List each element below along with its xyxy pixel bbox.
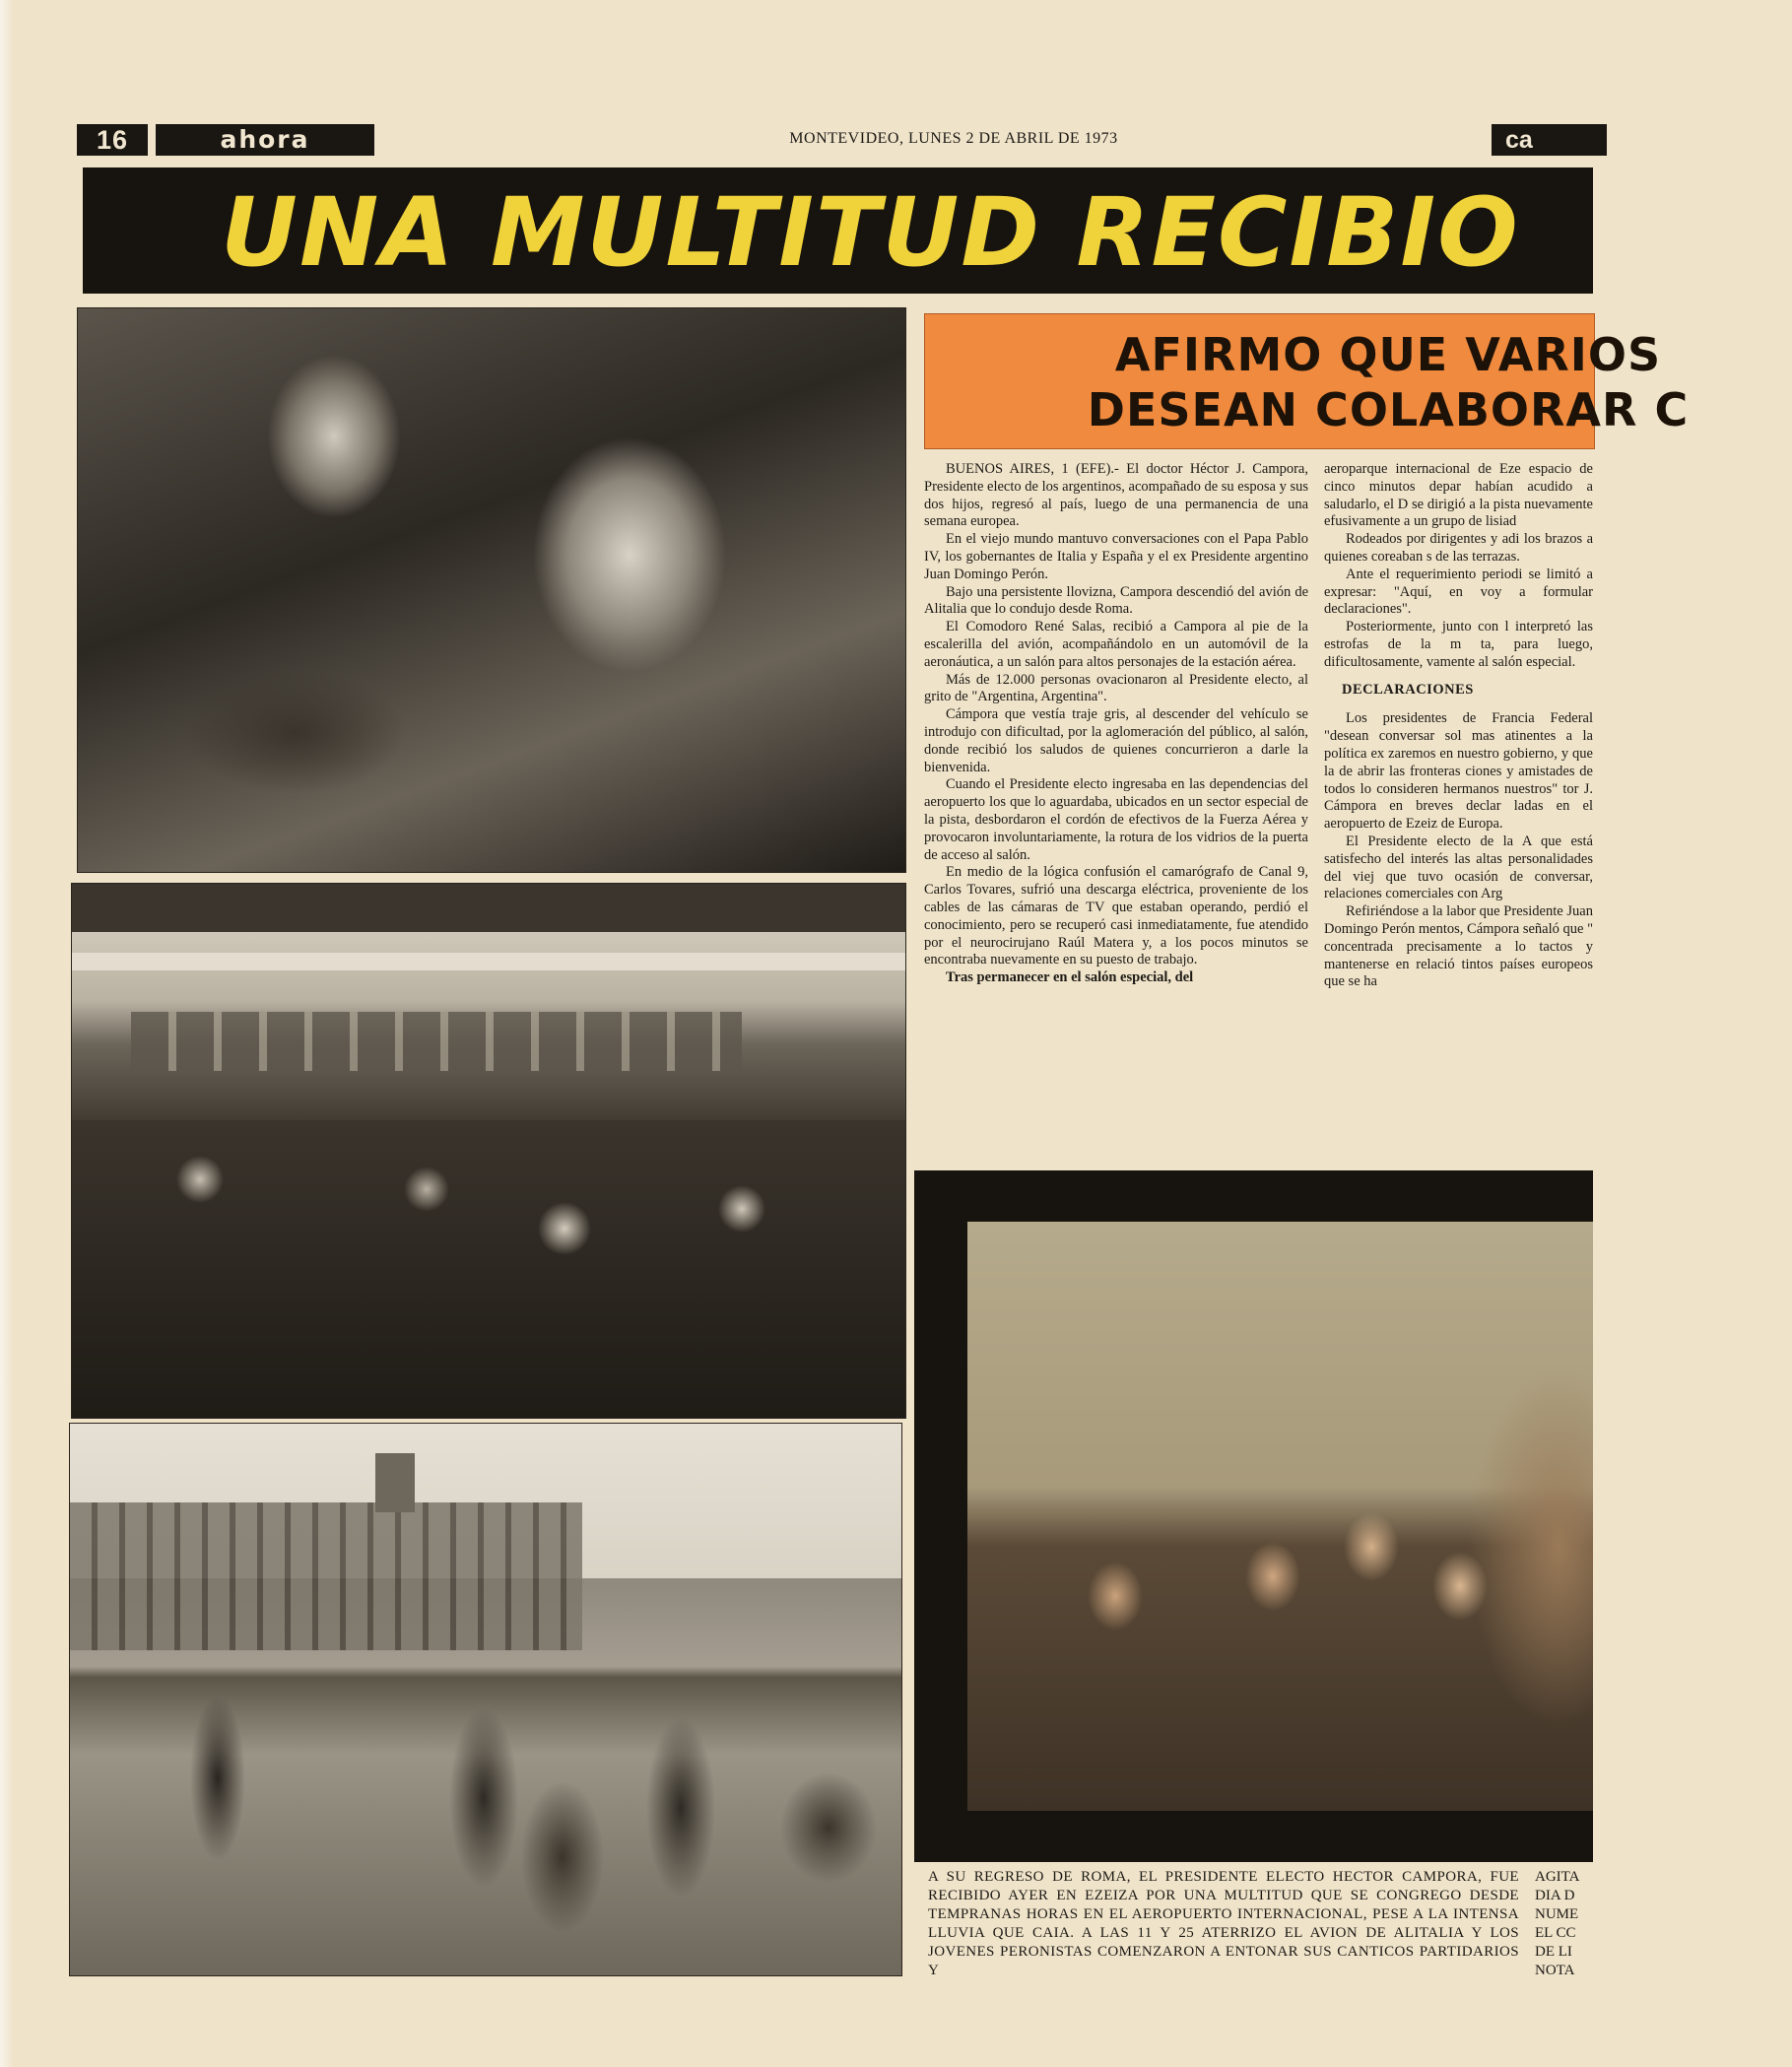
caption-overflow-line: DIA D (1535, 1888, 1575, 1903)
photo-campora-crowd (77, 307, 906, 873)
section-tab: ca (1492, 124, 1607, 156)
caption-overflow-line: AGITA (1535, 1869, 1580, 1885)
photo-tower (375, 1453, 415, 1512)
caption-overflow-line: DE LI (1535, 1944, 1572, 1960)
paragraph: Cámpora que vestía traje gris, al descender del vehículo se introdujo con dificultad, por la aglomeración del público, al salón, donde recibió los saludos de quienes concurrieron a darle la bienvenida. (924, 706, 1308, 775)
article-column-2 (1324, 461, 1593, 1163)
article-title-line-2: DESEAN COLABORAR C (1087, 383, 1690, 436)
article-column-1 (924, 461, 1308, 1163)
page-edge (0, 0, 14, 2067)
photo-crowd (72, 1120, 905, 1418)
caption-overflow-line: NUME (1535, 1906, 1579, 1922)
subhead-declaraciones: DECLARACIONES (1342, 681, 1474, 698)
photo-airport-terminal-crowd (71, 883, 906, 1419)
paragraph: BUENOS AIRES, 1 (EFE).- El doctor Héctor J. Campora, Presidente electo de los argentinos, acompañado de su esposa y sus dos hijos, regresó al país, luego de una permanencia de una semana europea. (924, 461, 1308, 530)
paragraph: El Comodoro René Salas, recibió a Campora al pie de la escalerilla del avión, acompañándolo en un automóvil de la aeronáutica, a un salón para altos personajes de la estación aérea. (924, 619, 1308, 670)
photo-building (70, 1502, 582, 1650)
photo-wheelchairs-tarmac (69, 1423, 902, 1976)
caption-overflow (1535, 1868, 1593, 1980)
photo-caption: A SU REGRESO DE ROMA, EL PRESIDENTE ELECTO HECTOR CAMPORA, FUE RECIBIDO AYER EN EZEIZA POR UNA MULTITUD QUE SE CONGREGO DESDE TEMPRANAS HORAS EN EL AEROPUERTO INTERNACIONAL, PESE A LA INTENSA LLUVIA QUE CAIA. A LAS 11 Y 25 ATERRIZO EL AVION DE ALITALIA Y LOS JOVENES PERONISTAS COMENZARON A ENTONAR SUS CANTICOS PARTIDARIOS Y (928, 1869, 1519, 1978)
paragraph: Tras permanecer en el salón especial, del (946, 969, 1194, 986)
paragraph: En medio de la lógica confusión el camarógrafo de Canal 9, Carlos Tovares, sufrió una descarga eléctrica, proveniente de los cables de las cámaras de TV que estaban operando, perdió el conocimiento, pero se recuperó casi inmediatamente, fue atendido por el neurocirujano Raúl Matera y, a los pocos minutos se encontraba nuevamente en su puesto de trabajo. (924, 864, 1308, 968)
brand-logo: ahora (156, 124, 374, 156)
caption-overflow-line: NOTA (1535, 1963, 1575, 1978)
headline: UNA MULTITUD RECIBIO (221, 177, 1520, 288)
masthead-bar (77, 124, 1593, 156)
photo-color-inner (967, 1222, 1593, 1811)
paragraph: Los presidentes de Francia Federal "desean conversar sol mas atinentes a la política ex zaremos en nuestro gobierno, y que la de abrir las fronteras ciones y amistades de todos lo consideren hermanos nuestros" tor J. Cámpora en breves declar ladas en el aeropuerto de Ezeiz de Europa. (1324, 710, 1593, 833)
paragraph: Rodeados por dirigentes y adi los brazos a quienes coreaban s de las terrazas. (1324, 531, 1593, 565)
paragraph: En el viejo mundo mantuvo conversaciones con el Papa Pablo IV, los gobernantes de Italia y España y el ex Presidente argentino Juan Domingo Perón. (924, 531, 1308, 582)
photo-color-waving (914, 1170, 1593, 1862)
paragraph: aeroparque internacional de Eze espacio de cinco minutos depar habían acudido a saludarlo, el D se dirigió a la pista nuevamente efusivamente a un grupo de lisiad (1324, 461, 1593, 530)
photo-windows (131, 1012, 742, 1071)
dateline: MONTEVIDEO, LUNES 2 DE ABRIL DE 1973 (789, 130, 1118, 147)
paragraph: Refiriéndose a la labor que Presidente Juan Domingo Perón mentos, Cámpora señaló que " concentrada precisamente a lo tactos y mantenerse en relació tintos países europeos que se ha (1324, 903, 1593, 990)
paragraph: Ante el requerimiento periodi se limitó a expresar: "Aquí, en voy a formular declaraciones". (1324, 566, 1593, 618)
article-title-line-1: AFIRMO QUE VARIOS (1114, 328, 1662, 381)
paragraph: Bajo una persistente llovizna, Campora descendió del avión de Alitalia que lo condujo desde Roma. (924, 583, 1308, 618)
paragraph: Cuando el Presidente electo ingresaba en las dependencias del aeropuerto los que lo aguardaba, ubicados en un sector especial de la pista, desbordaron el cordón de efectivos de la Fuerza Aérea y provocaron involuntariamente, la rotura de los vidrios de la puerta de acceso al salón. (924, 776, 1308, 863)
paragraph: Más de 12.000 personas ovacionaron al Presidente electo, al grito de "Argentina, Argentina". (924, 671, 1308, 705)
article-title-box (924, 313, 1690, 449)
paragraph: El Presidente electo de la A que está satisfecho del interés las altas personalidades del viej que tuvo ocasión de conversar, relaciones comerciales con Arg (1324, 833, 1593, 902)
photo-awning (72, 953, 905, 970)
page-number: 16 (77, 124, 148, 156)
headline-band (83, 167, 1593, 294)
paragraph: Posteriormente, junto con l interpretó las estrofas de la m ta, para luego, dificultosamente, vamente al salón especial. (1324, 619, 1593, 670)
caption-overflow-line: EL CC (1535, 1925, 1576, 1941)
photo-figures (70, 1660, 901, 1975)
